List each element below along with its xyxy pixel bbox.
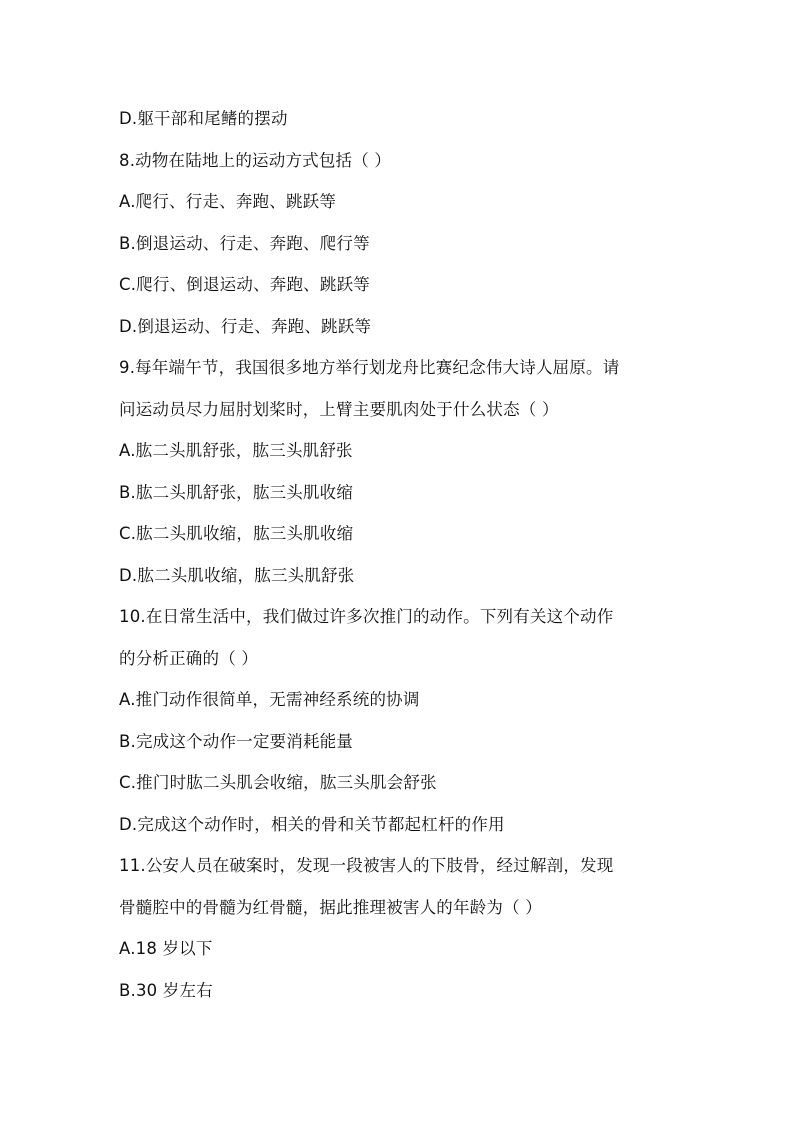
question-11-stem-line-2: 骨髓腔中的骨髓为红骨髓，据此推理被害人的年龄为（ ） bbox=[119, 897, 542, 917]
question-8-stem: 8.动物在陆地上的运动方式包括（ ） bbox=[119, 150, 392, 170]
option-10d: D.完成这个动作时，相关的骨和关节都起杠杆的作用 bbox=[119, 814, 505, 834]
option-8b: B.倒退运动、行走、奔跑、爬行等 bbox=[119, 233, 370, 253]
question-text-block bbox=[119, 98, 689, 1011]
question-9-stem-line-1: 9.每年端午节，我国很多地方举行划龙舟比赛纪念伟大诗人屈原。请 bbox=[119, 358, 620, 377]
option-8d: D.倒退运动、行走、奔跑、跳跃等 bbox=[119, 316, 372, 336]
option-11b: B.30 岁左右 bbox=[119, 980, 213, 1000]
option-11a: A.18 岁以下 bbox=[119, 939, 213, 958]
question-10-stem-line-1: 10.在日常生活中，我们做过许多次推门的动作。下列有关这个动作 bbox=[119, 607, 614, 626]
option-10a: A.推门动作很简单，无需神经系统的协调 bbox=[119, 690, 420, 709]
question-9-stem-line-2: 问运动员尽力屈肘划桨时，上臂主要肌肉处于什么状态（ ） bbox=[119, 399, 559, 419]
option-10b: B.完成这个动作一定要消耗能量 bbox=[119, 731, 354, 751]
option-9d: D.肱二头肌收缩，肱三头肌舒张 bbox=[119, 565, 355, 585]
option-8a: A.爬行、行走、奔跑、跳跃等 bbox=[119, 192, 337, 211]
question-10-stem-line-2: 的分析正确的（ ） bbox=[119, 648, 259, 668]
option-9b: B.肱二头肌舒张，肱三头肌收缩 bbox=[119, 482, 354, 502]
question-11-stem-line-1: 11.公安人员在破案时，发现一段被害人的下肢骨，经过解剖，发现 bbox=[119, 856, 614, 875]
option-10c: C.推门时肱二头肌会收缩，肱三头肌会舒张 bbox=[119, 773, 437, 792]
option-7d: D.躯干部和尾鳍的摆动 bbox=[119, 109, 288, 128]
option-9c: C.肱二头肌收缩，肱三头肌收缩 bbox=[119, 524, 354, 543]
option-9a: A.肱二头肌舒张，肱三头肌舒张 bbox=[119, 441, 353, 460]
option-8c: C.爬行、倒退运动、奔跑、跳跃等 bbox=[119, 275, 370, 294]
